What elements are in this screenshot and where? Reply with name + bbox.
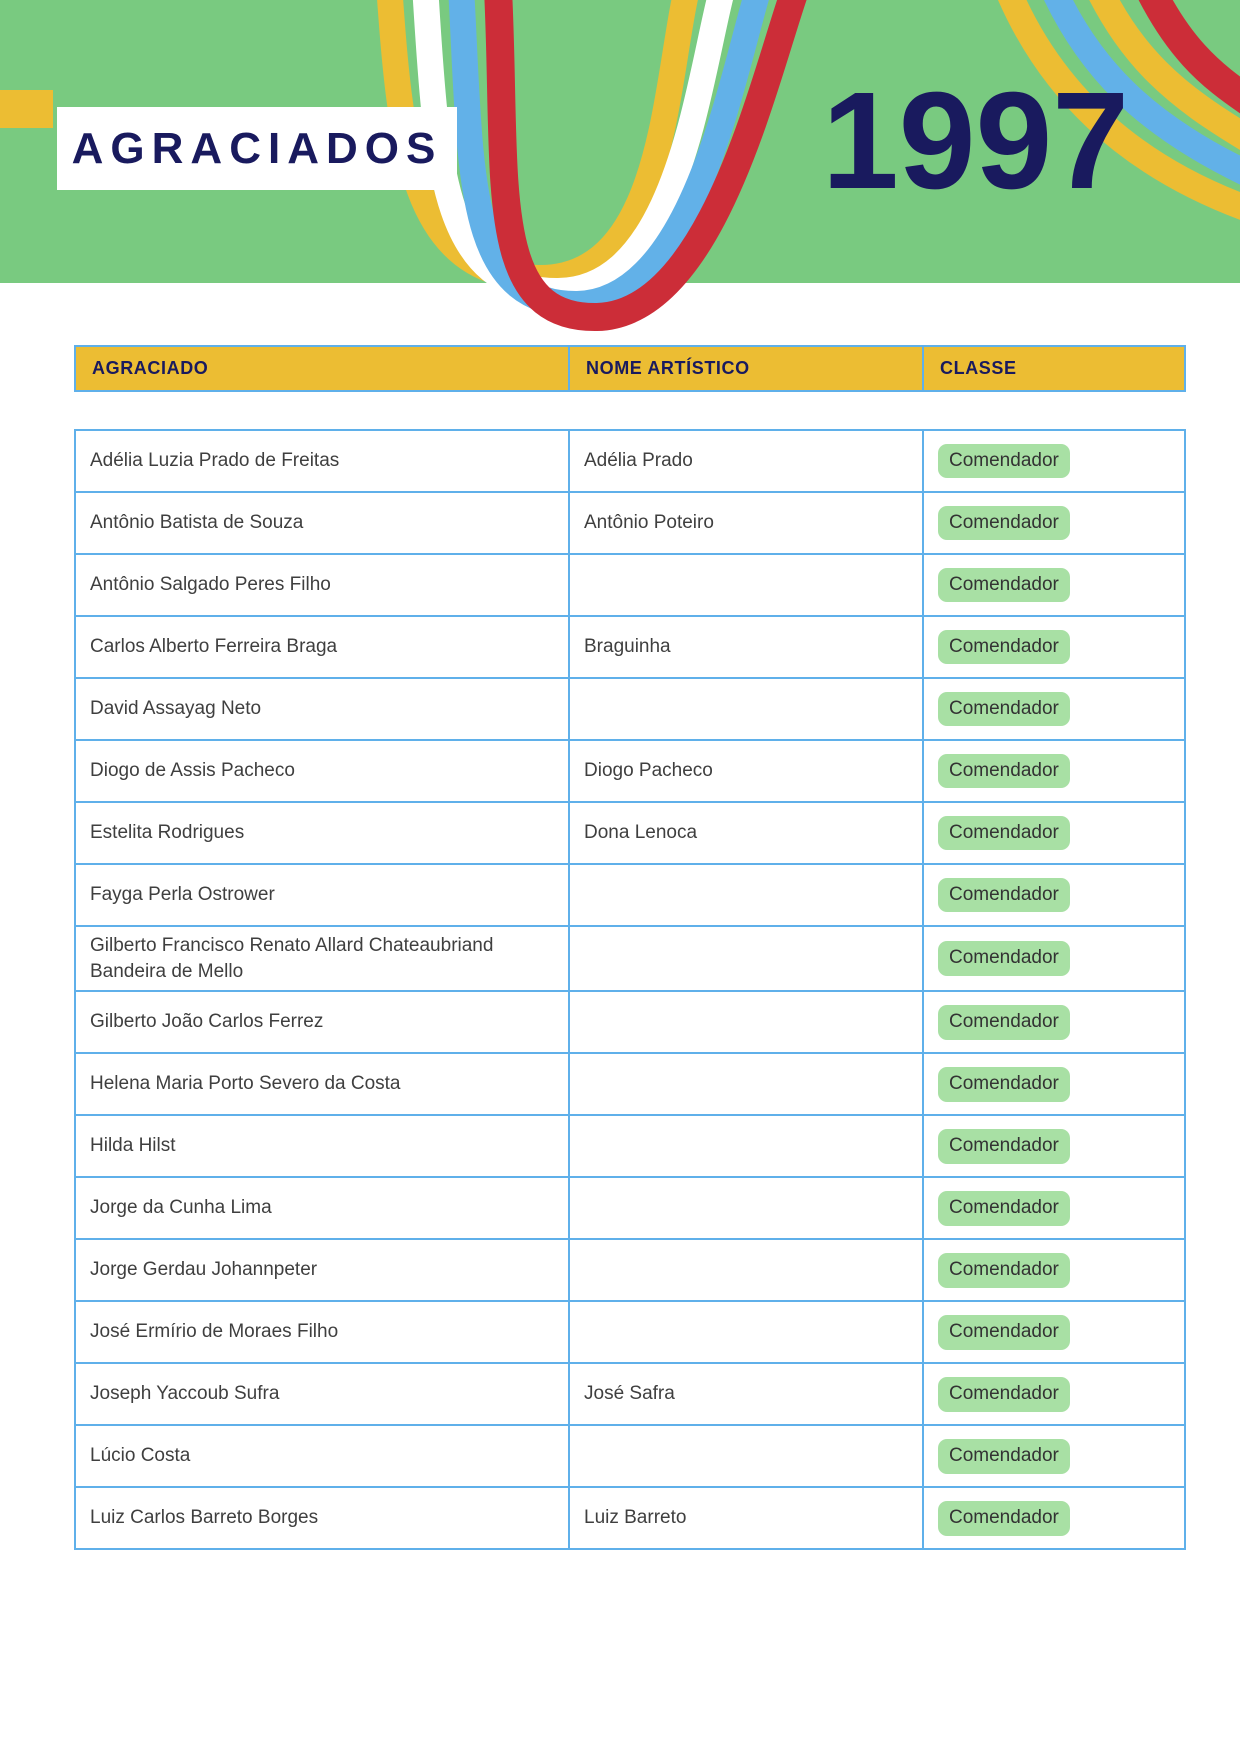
table-row [75, 1177, 1185, 1239]
cell-nome-artistico [569, 554, 923, 616]
table-row [75, 1115, 1185, 1177]
cell-agraciado: Antônio Salgado Peres Filho [75, 554, 569, 616]
cell-classe [923, 740, 1185, 802]
status-badge: Comendador [938, 1005, 1070, 1040]
table-body [74, 429, 1186, 1550]
cell-agraciado: Carlos Alberto Ferreira Braga [75, 616, 569, 678]
status-badge: Comendador [938, 1253, 1070, 1288]
table-row [75, 1425, 1185, 1487]
table-row [75, 991, 1185, 1053]
status-badge: Comendador [938, 568, 1070, 603]
column-header-nome-artistico: NOME ARTÍSTICO [569, 346, 923, 391]
cell-classe [923, 616, 1185, 678]
cell-classe [923, 430, 1185, 492]
status-badge: Comendador [938, 1377, 1070, 1412]
cell-nome-artistico [569, 1425, 923, 1487]
cell-agraciado: David Assayag Neto [75, 678, 569, 740]
cell-classe [923, 1301, 1185, 1363]
status-badge: Comendador [938, 941, 1070, 976]
cell-nome-artistico [569, 926, 923, 991]
status-badge: Comendador [938, 630, 1070, 665]
table-row [75, 1487, 1185, 1549]
cell-nome-artistico: Antônio Poteiro [569, 492, 923, 554]
cell-classe [923, 864, 1185, 926]
status-badge: Comendador [938, 1501, 1070, 1536]
status-badge: Comendador [938, 444, 1070, 479]
cell-agraciado: Luiz Carlos Barreto Borges [75, 1487, 569, 1549]
table-row [75, 1239, 1185, 1301]
cell-agraciado: Hilda Hilst [75, 1115, 569, 1177]
cell-classe [923, 1115, 1185, 1177]
column-header-classe: CLASSE [923, 346, 1185, 391]
cell-agraciado: Joseph Yaccoub Sufra [75, 1363, 569, 1425]
status-badge: Comendador [938, 878, 1070, 913]
status-badge: Comendador [938, 1067, 1070, 1102]
table-row [75, 926, 1185, 991]
header-banner [0, 0, 1240, 283]
cell-nome-artistico [569, 991, 923, 1053]
cell-nome-artistico: Dona Lenoca [569, 802, 923, 864]
cell-classe [923, 1239, 1185, 1301]
honorees-table [74, 345, 1184, 1550]
cell-nome-artistico [569, 864, 923, 926]
cell-nome-artistico: Braguinha [569, 616, 923, 678]
cell-agraciado: Gilberto João Carlos Ferrez [75, 991, 569, 1053]
cell-nome-artistico [569, 1177, 923, 1239]
cell-classe [923, 492, 1185, 554]
cell-agraciado: Adélia Luzia Prado de Freitas [75, 430, 569, 492]
cell-agraciado: Diogo de Assis Pacheco [75, 740, 569, 802]
cell-classe [923, 554, 1185, 616]
cell-nome-artistico [569, 1115, 923, 1177]
table-row [75, 864, 1185, 926]
cell-agraciado: Lúcio Costa [75, 1425, 569, 1487]
status-badge: Comendador [938, 1315, 1070, 1350]
cell-nome-artistico: José Safra [569, 1363, 923, 1425]
cell-classe [923, 802, 1185, 864]
cell-agraciado: Estelita Rodrigues [75, 802, 569, 864]
cell-agraciado: Jorge Gerdau Johannpeter [75, 1239, 569, 1301]
table-header-row [75, 346, 1185, 391]
cell-agraciado: Helena Maria Porto Severo da Costa [75, 1053, 569, 1115]
table-row [75, 554, 1185, 616]
cell-nome-artistico [569, 1053, 923, 1115]
cell-classe [923, 991, 1185, 1053]
cell-classe [923, 1487, 1185, 1549]
table-row [75, 678, 1185, 740]
year-heading: 1997 [822, 64, 1129, 218]
cell-nome-artistico: Diogo Pacheco [569, 740, 923, 802]
table-row [75, 616, 1185, 678]
cell-nome-artistico [569, 1301, 923, 1363]
status-badge: Comendador [938, 692, 1070, 727]
page-title-box [57, 107, 457, 190]
yellow-accent-tab [0, 90, 53, 128]
cell-classe [923, 1177, 1185, 1239]
table-row [75, 740, 1185, 802]
cell-classe [923, 1363, 1185, 1425]
table-row [75, 430, 1185, 492]
cell-nome-artistico: Adélia Prado [569, 430, 923, 492]
table-row [75, 492, 1185, 554]
cell-agraciado: José Ermírio de Moraes Filho [75, 1301, 569, 1363]
cell-nome-artistico [569, 1239, 923, 1301]
cell-agraciado: Jorge da Cunha Lima [75, 1177, 569, 1239]
table-row [75, 1363, 1185, 1425]
table-row [75, 1053, 1185, 1115]
table-header [74, 345, 1186, 392]
status-badge: Comendador [938, 754, 1070, 789]
cell-classe [923, 926, 1185, 991]
cell-classe [923, 1425, 1185, 1487]
status-badge: Comendador [938, 506, 1070, 541]
status-badge: Comendador [938, 1191, 1070, 1226]
cell-agraciado: Antônio Batista de Souza [75, 492, 569, 554]
cell-nome-artistico: Luiz Barreto [569, 1487, 923, 1549]
status-badge: Comendador [938, 1439, 1070, 1474]
table-row [75, 1301, 1185, 1363]
status-badge: Comendador [938, 816, 1070, 851]
cell-classe [923, 678, 1185, 740]
cell-nome-artistico [569, 678, 923, 740]
cell-agraciado: Fayga Perla Ostrower [75, 864, 569, 926]
table-row [75, 802, 1185, 864]
cell-classe [923, 1053, 1185, 1115]
page-title: AGRACIADOS [71, 123, 443, 173]
column-header-agraciado: AGRACIADO [75, 346, 569, 391]
status-badge: Comendador [938, 1129, 1070, 1164]
cell-agraciado: Gilberto Francisco Renato Allard Chateaubriand Bandeira de Mello [75, 926, 569, 991]
